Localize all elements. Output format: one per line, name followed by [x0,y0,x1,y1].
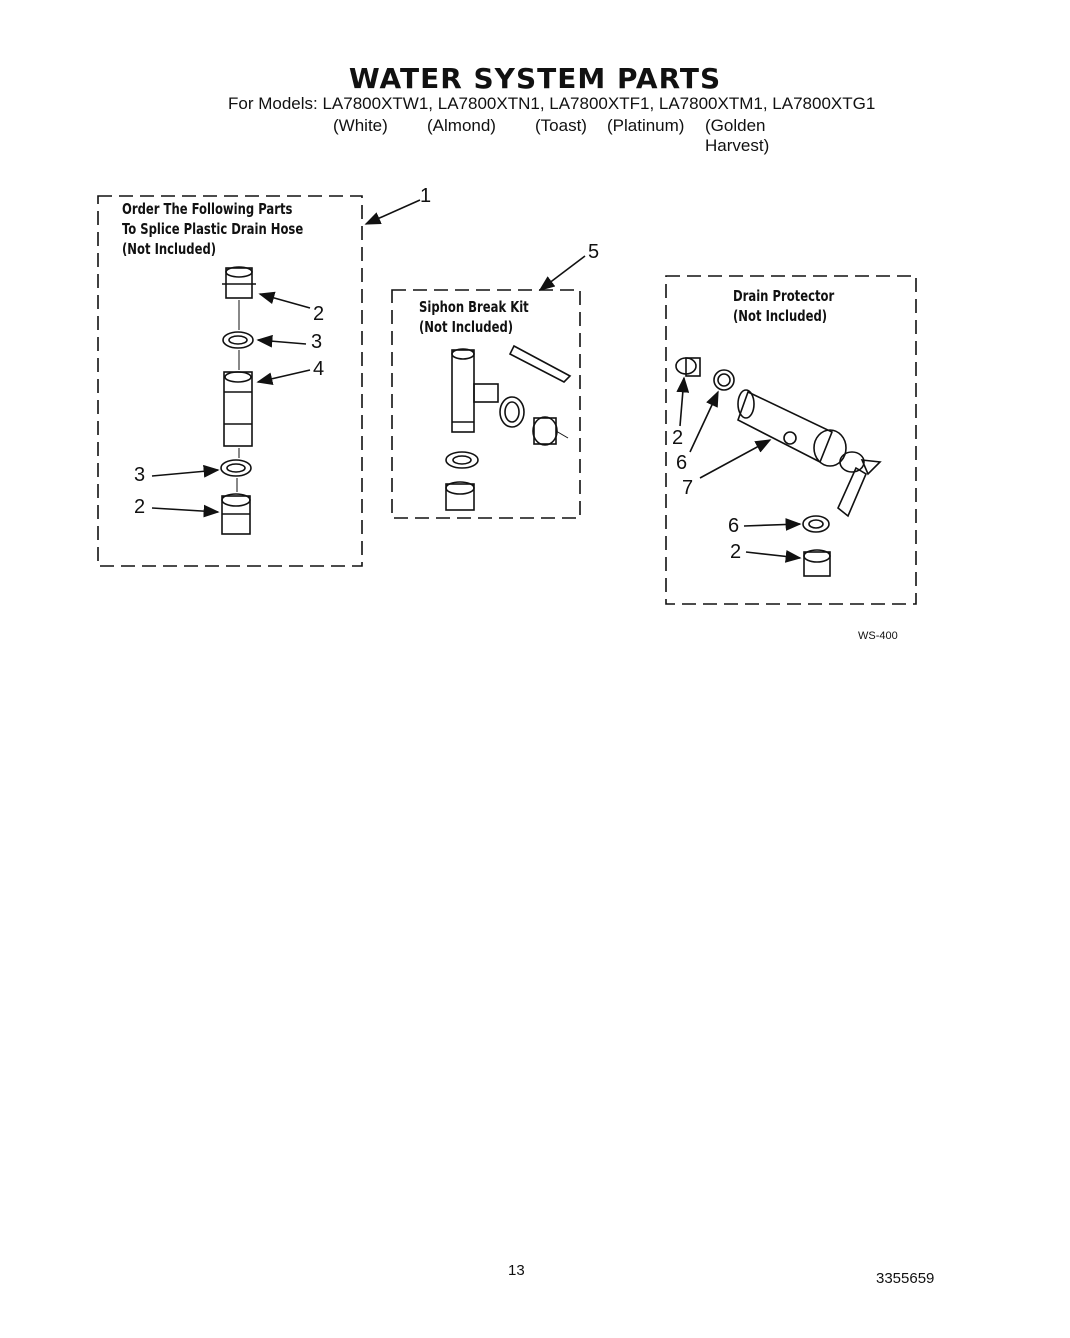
splice-part-4 [224,372,252,446]
callout-drain-6b: 6 [728,515,740,537]
siphon-title-2: (Not Included) [419,318,514,336]
leader-5 [540,256,585,290]
splice-title-1: Order The Following Parts [122,200,293,218]
color-white: (White) [333,116,388,135]
callout-splice-2a: 2 [313,303,325,325]
doc-number: 3355659 [876,1270,935,1287]
drain-fitting-left [676,358,700,376]
color-toast: (Toast) [535,116,587,135]
siphon-title-1: Siphon Break Kit [419,298,529,316]
siphon-ring-right [500,397,524,427]
models-line: For Models: LA7800XTW1, LA7800XTN1, LA7800XTF1, LA7800XTM1, LA7800XTG1 [228,94,876,113]
leader-1 [366,200,420,224]
drain-fitting-bottom [804,550,830,576]
splice-part-3-bottom [221,460,251,476]
drain-title-2: (Not Included) [733,307,828,325]
color-platinum: (Platinum) [607,116,685,135]
callout-splice-4: 4 [313,358,325,380]
siphon-tee [452,349,498,432]
splice-part-2-top [222,267,256,298]
callout-drain-6a: 6 [676,452,688,474]
page-number: 13 [508,1262,525,1279]
splice-part-2-bottom [222,494,250,534]
callout-drain-7: 7 [682,477,694,499]
figure-code: WS-400 [858,630,898,642]
color-golden-harvest: (Golden Harvest) [705,116,770,155]
callout-1: 1 [420,185,432,207]
splice-title-3: (Not Included) [122,240,217,258]
siphon-fitting-bottom [446,482,474,510]
drain-ring-left [714,370,734,390]
color-almond: (Almond) [427,116,496,135]
callout-splice-2b: 2 [134,496,146,518]
callout-splice-3b: 3 [134,464,146,486]
splice-title-2: To Splice Plastic Drain Hose [122,220,304,238]
siphon-ring-bottom [446,452,478,468]
callout-splice-3a: 3 [311,331,323,353]
drain-title-1: Drain Protector [733,287,835,305]
callout-drain-2b: 2 [730,541,742,563]
splice-part-3-top [223,332,253,348]
drain-body [738,390,880,516]
siphon-cap [533,417,568,445]
callout-drain-2a: 2 [672,427,684,449]
siphon-clip [510,346,570,382]
page-title: WATER SYSTEM PARTS [348,62,722,95]
drain-ring-right [803,516,829,532]
callout-5: 5 [588,241,600,263]
